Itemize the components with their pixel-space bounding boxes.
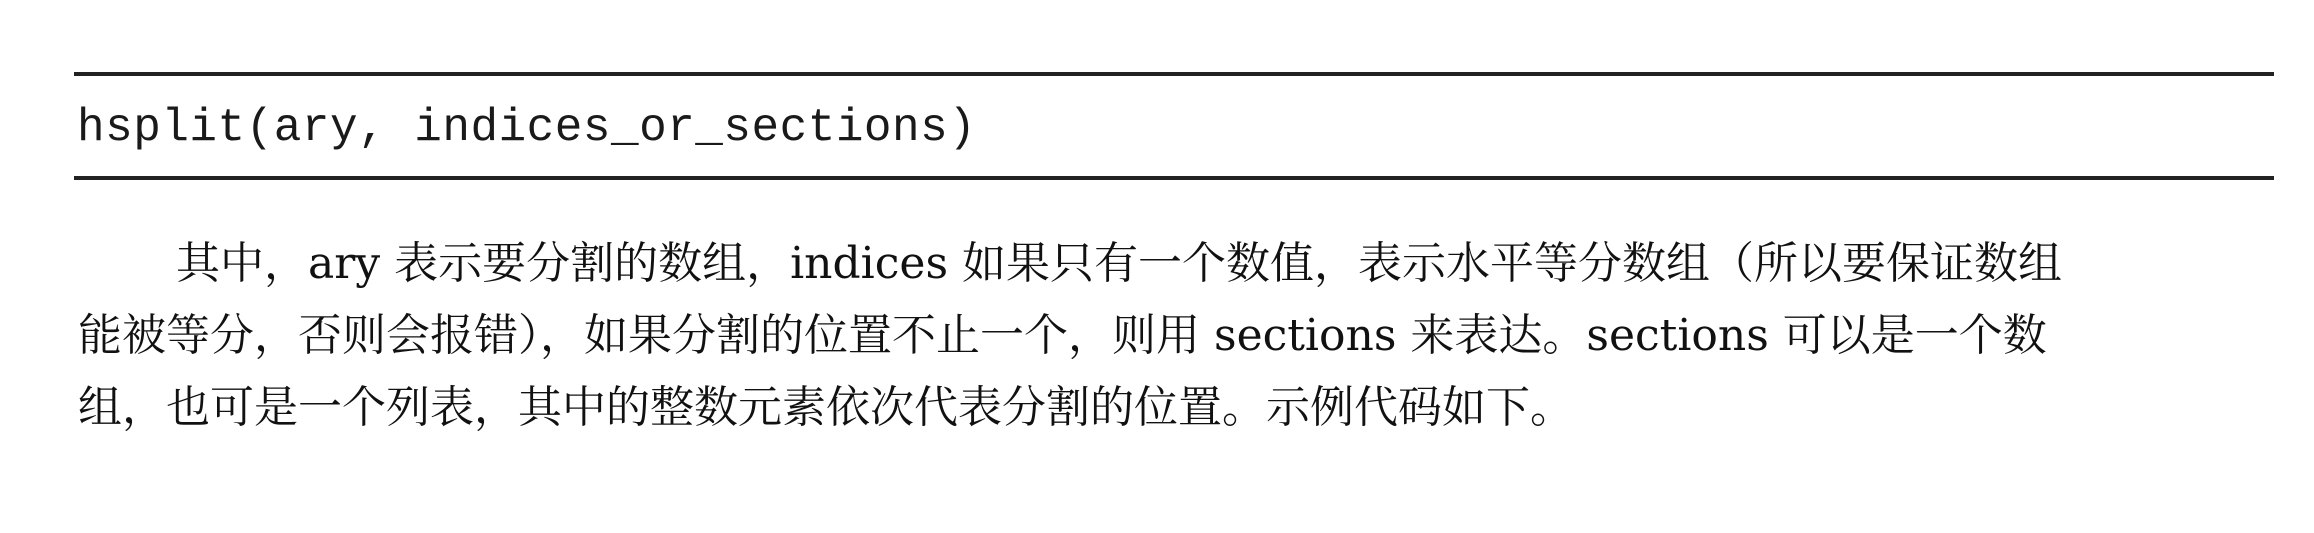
paragraph-line-2: 能被等分，否则会报错），如果分割的位置不止一个，则用 sections 来表达。sections 可以是一个数 — [78, 310, 2047, 361]
code-signature: hsplit(ary, indices_or_sections) — [77, 102, 977, 154]
paragraph-line-1: 其中，ary 表示要分割的数组，indices 如果只有一个数值，表示水平等分数组（所以要保证数组 — [176, 238, 2063, 289]
code-block-top-rule — [74, 72, 2274, 76]
code-block-bottom-rule — [74, 176, 2274, 180]
explanation-paragraph — [78, 228, 2278, 444]
paragraph-line-3: 组，也可是一个列表，其中的整数元素依次代表分割的位置。示例代码如下。 — [78, 382, 1574, 433]
